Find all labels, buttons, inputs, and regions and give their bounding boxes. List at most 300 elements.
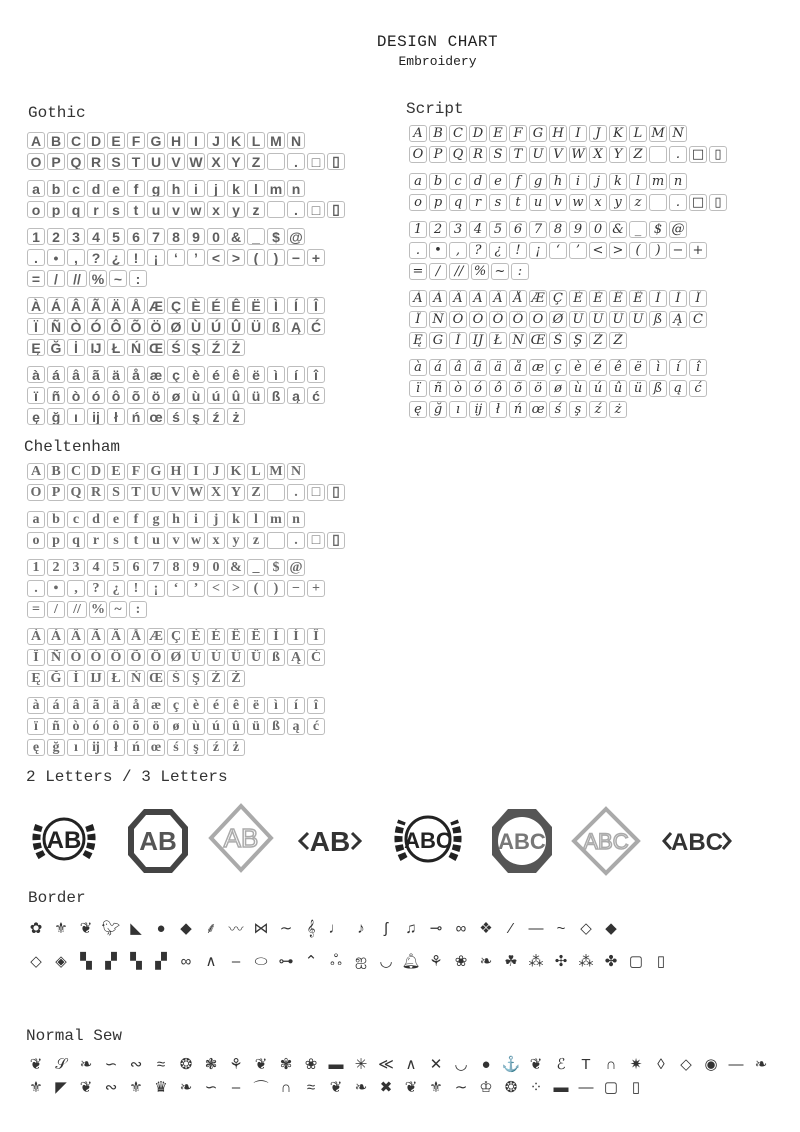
step-icon: ▞ [155, 953, 167, 970]
sparkle-icon: ✷ [629, 1056, 643, 1073]
character-cell: z [247, 532, 265, 549]
character-cell: A [27, 132, 45, 149]
monogram-text: AB [309, 826, 351, 857]
character-cell: Z [247, 484, 265, 501]
character-cell: ĳ [469, 401, 487, 418]
character-cell: ź [207, 739, 225, 756]
character-cell: ’ [187, 249, 205, 266]
character-cell: X [207, 153, 225, 170]
character-cell: Ó [87, 318, 105, 335]
char-row [27, 132, 345, 151]
character-cell: t [127, 532, 145, 549]
holly-icon: ☘ [504, 953, 518, 970]
character-cell: ş [569, 401, 587, 418]
flourish-icon: ❧ [354, 1079, 368, 1096]
character-cell: 3 [67, 559, 85, 576]
character-cell: Ä [107, 297, 125, 314]
char-row [27, 339, 345, 358]
character-cell: = [27, 601, 45, 618]
char-row [27, 739, 345, 758]
character-cell: a [27, 511, 45, 528]
character-cell: Ø [167, 649, 185, 666]
character-cell: g [147, 511, 165, 528]
character-cell: Ö [529, 311, 547, 328]
character-cell: ì [267, 697, 285, 714]
character-cell: A [27, 463, 45, 480]
character-cell: ¿ [489, 242, 507, 259]
character-cell: N [287, 463, 305, 480]
char-row [27, 228, 345, 247]
character-cell: ø [167, 387, 185, 404]
character-cell: k [609, 173, 627, 190]
character-cell: å [509, 359, 527, 376]
character-cell: s [107, 201, 125, 218]
character-cell: Õ [127, 649, 145, 666]
character-cell: İ [67, 670, 85, 687]
character-cell: É [589, 290, 607, 307]
character-cell: n [287, 180, 305, 197]
character-cell: Å [127, 297, 145, 314]
character-cell: G [529, 125, 547, 142]
character-cell: ▯ [709, 146, 727, 163]
cross-icon: ✕ [429, 1056, 443, 1073]
section-border-title: Border [28, 889, 86, 907]
character-cell: œ [147, 739, 165, 756]
character-cell: P [47, 484, 65, 501]
character-cell: ź [589, 401, 607, 418]
char-row [409, 332, 727, 351]
char-row [27, 532, 345, 551]
character-cell: Ć [307, 318, 325, 335]
character-cell: ! [509, 242, 527, 259]
character-cell: Ę [27, 339, 45, 356]
character-cell: Ä [489, 290, 507, 307]
character-cell: è [569, 359, 587, 376]
character-cell: R [469, 146, 487, 163]
character-cell: H [167, 463, 185, 480]
character-cell: Õ [127, 318, 145, 335]
character-cell: ? [87, 249, 105, 266]
character-cell: á [47, 366, 65, 383]
character-cell: d [469, 173, 487, 190]
character-cell: c [449, 173, 467, 190]
character-cell: ! [127, 580, 145, 597]
character-cell: B [47, 132, 65, 149]
character-cell: ö [147, 387, 165, 404]
character-cell: Æ [149, 297, 163, 314]
character-cell: I [187, 463, 205, 480]
character-cell: ó [469, 380, 487, 397]
dash-icon: ‒ [231, 1078, 241, 1096]
character-cell: Ş [187, 339, 205, 356]
character-cell: ć [689, 380, 707, 397]
character-cell: ú [207, 387, 225, 404]
crown-icon: ♛ [154, 1079, 168, 1096]
character-cell: œ [529, 401, 547, 418]
character-cell: y [609, 194, 627, 211]
character-cell: 7 [147, 228, 165, 245]
character-cell: ê [227, 697, 245, 714]
character-cell: s [107, 532, 125, 549]
character-cell: ¡ [147, 580, 165, 597]
character-cell: □ [689, 194, 707, 211]
character-cell: I [187, 132, 205, 149]
character-cell: î [307, 366, 325, 383]
caret-icon: ∧ [405, 1056, 417, 1073]
character-cell: ł [489, 401, 507, 418]
flower-icon: ⚜ [29, 1079, 43, 1096]
character-cell: 9 [187, 559, 205, 576]
char-row [27, 297, 345, 316]
character-cell: < [589, 242, 607, 259]
square-icon: ▢ [628, 953, 644, 970]
character-cell: ë [629, 359, 647, 376]
wave-icon: ∼ [279, 920, 293, 937]
character-cell: Ã [87, 628, 105, 645]
character-cell: 4 [87, 559, 105, 576]
character-cell: / [47, 601, 65, 618]
character-cell: ù [569, 380, 587, 397]
monogram-octagon-3 [486, 805, 558, 877]
character-cell: ( [247, 249, 265, 266]
character-cell: q [67, 532, 85, 549]
character-cell: ź [207, 408, 225, 425]
character-cell: O [27, 153, 45, 170]
character-cell: = [27, 270, 45, 287]
monogram-laurel-3 [392, 805, 464, 877]
character-cell: j [207, 511, 225, 528]
character-cell: % [89, 270, 107, 287]
character-cell: 2 [429, 221, 447, 238]
character-cell: ) [267, 580, 285, 597]
t-icon: T [581, 1055, 591, 1073]
character-cell: ą [287, 718, 305, 735]
berries-icon: ⁂ [578, 953, 594, 970]
character-cell: ć [307, 718, 325, 735]
character-cell: Ë [629, 290, 647, 307]
character-cell: // [67, 270, 87, 287]
character-cell: L [629, 125, 647, 142]
border-motifs-row-2 [26, 951, 671, 971]
character-cell: Ń [127, 670, 145, 687]
swirl-icon: ∾ [129, 1056, 143, 1073]
character-cell: á [429, 359, 447, 376]
flourish-icon: ❦ [329, 1079, 343, 1096]
character-cell: N [669, 125, 687, 142]
character-cell: é [207, 366, 225, 383]
bird-icon: ◆ [180, 920, 192, 937]
character-cell: À [27, 628, 45, 645]
caret-icon: ⌃ [304, 953, 318, 970]
character-cell: ê [609, 359, 627, 376]
character-cell: J [589, 125, 607, 142]
monogram-text: ABC [404, 828, 452, 853]
character-cell: Œ [149, 339, 163, 356]
character-cell: Ì [267, 628, 285, 645]
character-cell: ß [649, 380, 667, 397]
character-cell: E [107, 463, 125, 480]
dash-icon: ⁄ [509, 919, 513, 937]
character-cell: ę [27, 408, 45, 425]
arch-icon: ⌒ [253, 1079, 269, 1097]
character-cell: Y [609, 146, 627, 163]
chick-icon: ● [156, 919, 166, 937]
character-cell: ö [147, 718, 165, 735]
character-cell: + [307, 580, 325, 597]
char-row [409, 359, 727, 378]
char-row [27, 249, 345, 268]
treble-clef-icon: 𝄞 [306, 919, 316, 937]
flourish-icon: ❀ [304, 1056, 318, 1073]
character-cell: ğ [47, 408, 65, 425]
char-row [27, 484, 345, 503]
character-cell: b [429, 173, 447, 190]
character-cell: à [409, 359, 427, 376]
character-cell: V [167, 153, 185, 170]
character-cell: B [429, 125, 447, 142]
character-cell: j [207, 180, 225, 197]
character-cell: N [287, 132, 305, 149]
character-cell: Ë [247, 297, 265, 314]
character-cell: . [27, 249, 45, 266]
cross-icon: ✖ [379, 1079, 393, 1096]
lotus-icon: ❀ [454, 953, 468, 970]
feather-icon: 〰 [228, 920, 244, 938]
character-cell: p [429, 194, 447, 211]
character-cell: : [511, 263, 529, 280]
character-cell: = [409, 263, 427, 280]
char-row [27, 601, 345, 620]
zigzag-icon: ∧ [205, 953, 217, 970]
character-cell: ê [227, 366, 245, 383]
character-cell: Û [609, 311, 627, 328]
character-cell: • [47, 580, 65, 597]
character-cell: ø [549, 380, 567, 397]
char-row [27, 366, 345, 385]
anchor-icon: ⚓ [501, 1056, 521, 1073]
character-cell: , [67, 249, 85, 266]
character-cell: Ï [27, 318, 45, 335]
cheltenham-grid [27, 463, 345, 760]
character-cell: Ê [227, 297, 245, 314]
character-cell: ü [247, 387, 265, 404]
diamond-icon: ◆ [605, 920, 617, 937]
character-cell: U [529, 146, 547, 163]
character-cell [267, 532, 285, 549]
character-cell: < [207, 249, 225, 266]
character-cell: ‘ [549, 242, 567, 259]
character-cell: õ [509, 380, 527, 397]
character-cell: 8 [167, 228, 185, 245]
character-cell: Ż [227, 339, 245, 356]
character-cell: æ [147, 366, 165, 383]
character-cell: Œ [530, 333, 546, 348]
character-cell: h [167, 180, 185, 197]
monogram-octagon-2 [122, 805, 194, 877]
character-cell: 4 [469, 221, 487, 238]
character-cell: 6 [127, 559, 145, 576]
character-cell: w [569, 194, 587, 211]
character-cell: Ñ [47, 318, 65, 335]
character-cell: ğ [429, 401, 447, 418]
character-cell: i [187, 511, 205, 528]
bird-icon: 🐦︎ [101, 920, 121, 937]
character-cell: Õ [509, 311, 527, 328]
character-cell: Ú [207, 318, 225, 335]
character-cell: J [207, 463, 225, 480]
character-cell: J [207, 132, 225, 149]
character-cell: Ê [609, 290, 627, 307]
char-row [27, 270, 345, 289]
character-cell [267, 201, 285, 218]
char-row [409, 401, 727, 420]
bee-icon: ✾ [279, 1056, 293, 1073]
character-cell: ß [649, 311, 667, 328]
character-cell: x [589, 194, 607, 211]
character-cell: Ź [589, 332, 607, 349]
char-row [409, 290, 727, 309]
character-cell: ó [87, 387, 105, 404]
character-cell: k [227, 511, 245, 528]
character-cell: _ [247, 559, 265, 576]
character-cell: M [267, 463, 285, 480]
character-cell: . [669, 146, 687, 163]
character-cell: ñ [47, 718, 65, 735]
character-cell: ô [489, 380, 507, 397]
character-cell: Z [247, 153, 265, 170]
swirl-icon: ℰ [556, 1056, 566, 1073]
character-cell: Ł [107, 670, 125, 687]
character-cell: 2 [47, 228, 65, 245]
swirl-icon: ❂ [179, 1056, 193, 1073]
char-row [409, 194, 727, 213]
flourish-icon: ❧ [79, 1056, 93, 1073]
character-cell: l [629, 173, 647, 190]
character-cell: x [207, 201, 225, 218]
character-cell: ß [267, 318, 285, 335]
character-cell: İ [449, 332, 467, 349]
character-cell: S [107, 153, 125, 170]
character-cell: . [669, 194, 687, 211]
char-row [409, 146, 727, 165]
char-row [27, 649, 345, 668]
character-cell: z [247, 201, 265, 218]
character-cell: c [67, 511, 85, 528]
character-cell: Ş [569, 332, 587, 349]
character-cell: k [227, 180, 245, 197]
character-cell: Ś [167, 339, 185, 356]
rectangle-icon: ▯ [656, 953, 666, 970]
character-cell: L [247, 463, 265, 480]
character-cell: 9 [187, 228, 205, 245]
step-icon: ▚ [130, 953, 142, 970]
character-cell: Ö [147, 318, 165, 335]
character-cell: U [147, 153, 165, 170]
character-cell: / [429, 263, 447, 280]
character-cell: ▯ [709, 194, 727, 211]
character-cell: ü [629, 380, 647, 397]
character-cell: . [287, 201, 305, 218]
character-cell: Ń [127, 339, 145, 356]
character-cell: ĳ [87, 739, 105, 756]
monogram-laurel-2 [28, 805, 100, 877]
character-cell: q [67, 201, 85, 218]
character-cell: O [409, 146, 427, 163]
character-cell: Ğ [47, 670, 65, 687]
section-normal-sew-title: Normal Sew [26, 1027, 123, 1045]
normal-sew-row-2 [26, 1077, 646, 1097]
character-cell: ’ [187, 580, 205, 597]
character-cell: Ï [27, 649, 45, 666]
character-cell: 4 [87, 228, 105, 245]
character-cell: a [409, 173, 427, 190]
character-cell: . [287, 484, 305, 501]
character-cell: 6 [127, 228, 145, 245]
character-cell: ı [67, 739, 85, 756]
character-cell: ô [107, 387, 125, 404]
character-cell: ś [167, 739, 185, 756]
character-cell: ń [127, 408, 145, 425]
character-cell: H [167, 132, 185, 149]
character-cell: Î [307, 628, 325, 645]
character-cell: Ú [207, 649, 225, 666]
character-cell: > [227, 249, 245, 266]
character-cell: ą [287, 387, 305, 404]
character-cell: U [147, 484, 165, 501]
infinity-icon: ∞ [455, 919, 467, 937]
wave-icon: ∼ [454, 1079, 468, 1096]
character-cell: > [227, 580, 245, 597]
character-cell: Ż [609, 332, 627, 349]
fish-icon: ⊸ [429, 920, 443, 937]
character-cell: Í [287, 628, 305, 645]
character-cell: ¿ [107, 249, 125, 266]
character-cell: ż [227, 739, 245, 756]
character-cell: u [529, 194, 547, 211]
character-cell: e [107, 511, 125, 528]
character-cell: g [529, 173, 547, 190]
char-row [27, 463, 345, 482]
character-cell: œ [147, 408, 165, 425]
border-motifs-row-1 [26, 918, 621, 938]
character-cell: ë [247, 697, 265, 714]
arrows-icon: ≪ [378, 1056, 394, 1073]
character-cell: Ù [187, 318, 205, 335]
character-cell: ç [167, 697, 185, 714]
character-cell: Q [449, 146, 467, 163]
monogram-text: ABC [498, 829, 546, 854]
feather-icon: ⸙ [205, 920, 217, 937]
dot-line-icon: ⊶ [278, 953, 294, 970]
character-cell: S [489, 146, 507, 163]
character-cell: Ñ [429, 311, 447, 328]
character-cell: ô [107, 718, 125, 735]
character-cell: î [689, 359, 707, 376]
character-cell: @ [287, 228, 305, 245]
character-cell: ğ [47, 739, 65, 756]
character-cell: Ò [67, 318, 85, 335]
line-icon: ― [728, 1055, 744, 1073]
diamond-icon: ◇ [680, 1056, 692, 1073]
character-cell: Ã [87, 297, 105, 314]
character-cell: È [187, 297, 205, 314]
char-row [27, 670, 345, 689]
leaf-icon: ❦ [404, 1079, 418, 1096]
character-cell: F [127, 132, 145, 149]
character-cell: Í [287, 297, 305, 314]
character-cell: C [67, 463, 85, 480]
character-cell: @ [669, 221, 687, 238]
